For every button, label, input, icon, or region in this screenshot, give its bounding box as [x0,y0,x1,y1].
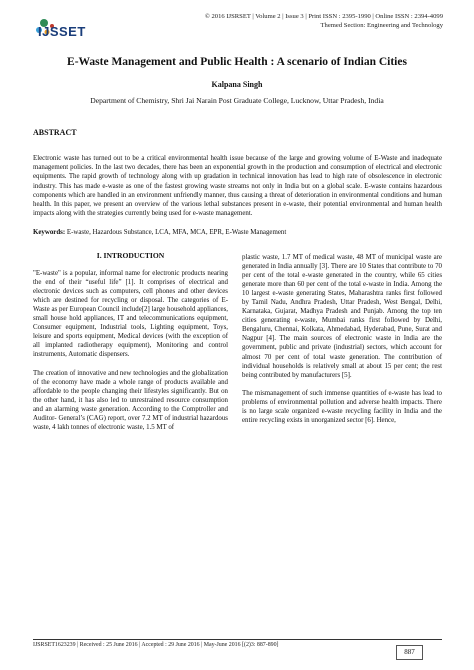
paper-title: E-Waste Management and Public Health : A scenario of Indian Cities [67,56,407,68]
left-column [33,248,228,441]
keywords-label: Keywords: [33,229,66,236]
page-number: 887 [396,645,423,660]
abstract-body: Electronic waste has turned out to be a critical environmental health issue because of the large and growing volume of E-Waste and inadequate management policies. In the last two decades, there has been an exponential growth in the production and consumption of electrical and electronic equipments. The rapid growth of technology along with up gradation in technical innovation has lead to high rate of obsolescence in electronic industry. This has made e-waste as one of the fastest growing waste streams not only in India but on a global scale. E-waste contains hazardous components which are handled in an environment unfriendly manner, thus causing a threat of deterioration in environmental conditions and human health. In this paper, we present an overview of the various lethal substances present in e-waste, their potential environmental and human health impacts along with the strategies currently being used for e-waste management. [33,155,442,218]
author-name: Kalpana Singh [211,80,263,89]
keywords [33,228,442,237]
intro-paragraph-4: The mismanagement of such immense quantities of e-waste has lead to problems of environmental pollution and adverse health impacts. There is no large scale organized e-waste recycling facility in India and the entire recycling exists in unorganized sector [6]. Hence, [242,389,442,424]
footer-citation: IJSRSET1623239 | Received : 25 June 2016 | Accepted : 29 June 2016 | May-June 2016 [(2)3: 887-890] [33,642,279,648]
abstract-heading: ABSTRACT [33,128,77,137]
journal-issn-line: © 2016 IJSRSET | Volume 2 | Issue 3 | Print ISSN : 2395-1990 | Online ISSN : 2394-4099 [204,13,443,20]
intro-paragraph-2: The creation of innovative and new technologies and the globalization of the economy have made a whole range of products available and affordable to the people changing their lifestyles significantly. But on the other hand, it has also led to unrestrained resource consumption and an alarming waste generation. According to the Comptroller and Auditor- General’s (CAG) report, over 7.2 MT of industrial hazardous waste, 4 lakh tonnes of electronic waste, 1.5 MT of [33,369,228,431]
right-column [242,253,442,434]
footer-divider [33,639,442,640]
logo-text: IJSSET [38,24,86,39]
author-affiliation: Department of Chemistry, Shri Jai Narain Post Graduate College, Lucknow, Uttar Pradesh, India [90,96,384,105]
intro-paragraph-1: "E-waste" is a popular, informal name for electronic products nearing the end of their “useful life” [1]. It comprises of electrical and electronic devices such as computers, cell phones and other devices which are destined for recycling or disposal. The categories of E-Waste as per European Council include[2] large household appliances, small house hold appliances, IT and telecommunications equipment, Consumer equipment, Industrial tools, Lighting equipment, Toys, leisure and sports equipment, Medical devices (with the exception of all implanted radiotherapy equipment), Monitoring and control instruments, Automatic dispensers. [33,270,228,359]
themed-section-line: Themed Section: Engineering and Technology [320,22,443,29]
section-heading-introduction: I. INTRODUCTION [96,251,165,260]
keywords-text: E-waste, Hazardous Substance, LCA, MFA, MCA, EPR, E-Waste Management [65,229,287,236]
intro-paragraph-3: plastic waste, 1.7 MT of medical waste, 48 MT of municipal waste are generated in India annually [3]. There are 10 States that contribute to 70 per cent of the total e-waste generated in the country, while 65 cities generate more than 60 per cent of the total e-waste in India. Among the 10 largest e-waste generating States, Maharashtra ranks first followed by Tamil Nadu, Andhra Pradesh, Uttar Pradesh, West Bengal, Delhi, Karnataka, Gujarat, Madhya Pradesh and Punjab. Among the top ten cities generating e-waste, Mumbai ranks first followed by Delhi, Bengaluru, Chennai, Kolkata, Ahmedabad, Hyderabad, Pune, Surat and Nagpur [4]. The main sources of electronic waste in India are the government, public and private (industrial) sectors, which account for almost 70 per cent of total waste generation. The contribution of individual households is relatively small at about 15 per cent; the rest being contributed by manufacturers [5]. [242,254,442,379]
journal-header-meta [205,12,443,30]
